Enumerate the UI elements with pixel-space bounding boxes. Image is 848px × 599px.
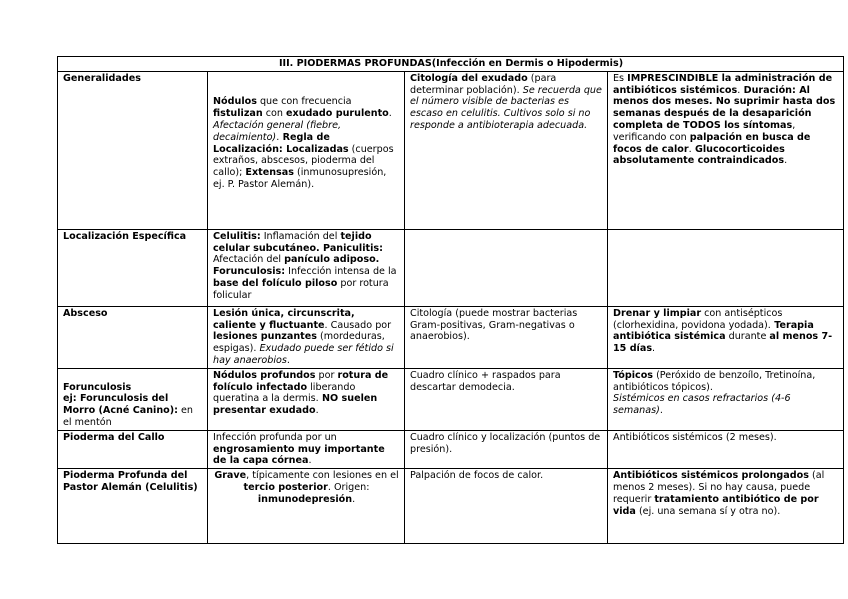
row-label: Pioderma del Callo [58,430,208,468]
title-row [58,57,844,72]
treatment-cell: Antibióticos sistémicos (2 meses). [608,430,844,468]
diagnosis-cell: Citología del exudado (para determinar población). Se recuerda que el número visible de bacterias es escaso en celulitis. Cultivos solo si no responde a antibioterapia adecuada. [405,71,608,229]
row-absceso [58,306,844,368]
description-cell: Celulitis: Inflamación del tejido celular subcutáneo. Paniculitis: Afectación del panículo adiposo. Forunculosis: Infección intensa de la base del folículo piloso por rotura folicular [208,229,405,306]
row-generalidades [58,71,844,229]
diagnosis-cell: Citología (puede mostrar bacterias Gram-positivas, Gram-negativas o anaerobios). [405,306,608,368]
diagnosis-cell: Palpación de focos de calor. [405,469,608,544]
table-title: III. PIODERMAS PROFUNDAS(Infección en Dermis o Hipodermis) [58,57,844,72]
row-label: Forunculosis ej: Forunculosis del Morro (Acné Canino): en el mentón [58,368,208,430]
description-cell: Nódulos que con frecuencia fistulizan con exudado purulento. Afectación general (fiebre, decaimiento). Regla de Localización: Localizadas (cuerpos extraños, abscesos, pioderma del callo); Extensas (inmunosupresión, ej. P. Pastor Alemán). [208,71,405,229]
row-label: Localización Específica [58,229,208,306]
description-cell: Grave, típicamente con lesiones en el tercio posterior. Origen: inmunodepresión. [208,469,405,544]
row-pioderma-pastor-aleman [58,469,844,544]
description-cell: Nódulos profundos por rotura de folículo infectado liberando queratina a la dermis. NO suelen presentar exudado. [208,368,405,430]
piodermas-table [57,56,844,544]
diagnosis-cell [405,229,608,306]
diagnosis-cell: Cuadro clínico + raspados para descartar demodecia. [405,368,608,430]
treatment-cell: Es IMPRESCINDIBLE la administración de antibióticos sistémicos. Duración: Al menos dos meses. No suprimir hasta dos semanas después de la desaparición completa de TODOS los síntomas, verificando con palpación en busca de focos de calor. Glucocorticoides absolutamente contraindicados. [608,71,844,229]
treatment-cell [608,229,844,306]
row-label: Absceso [58,306,208,368]
row-localizacion-especifica [58,229,844,306]
row-pioderma-del-callo [58,430,844,468]
treatment-cell: Antibióticos sistémicos prolongados (al menos 2 meses). Si no hay causa, puede requerir tratamiento antibiótico de por vida (ej. una semana sí y otra no). [608,469,844,544]
treatment-cell: Drenar y limpiar con antisépticos (clorhexidina, povidona yodada). Terapia antibiótica sistémica durante al menos 7-15 días. [608,306,844,368]
treatment-cell: Tópicos (Peróxido de benzoílo, Tretinoína, antibióticos tópicos). Sistémicos en casos refractarios (4-6 semanas). [608,368,844,430]
row-label: Generalidades [58,71,208,229]
row-forunculosis [58,368,844,430]
description-cell: Infección profunda por un engrosamiento muy importante de la capa córnea. [208,430,405,468]
description-cell: Lesión única, circunscrita, caliente y fluctuante. Causado por lesiones punzantes (mordeduras, espigas). Exudado puede ser fétido si hay anaerobios. [208,306,405,368]
row-label: Pioderma Profunda del Pastor Alemán (Celulitis) [58,469,208,544]
diagnosis-cell: Cuadro clínico y localización (puntos de presión). [405,430,608,468]
